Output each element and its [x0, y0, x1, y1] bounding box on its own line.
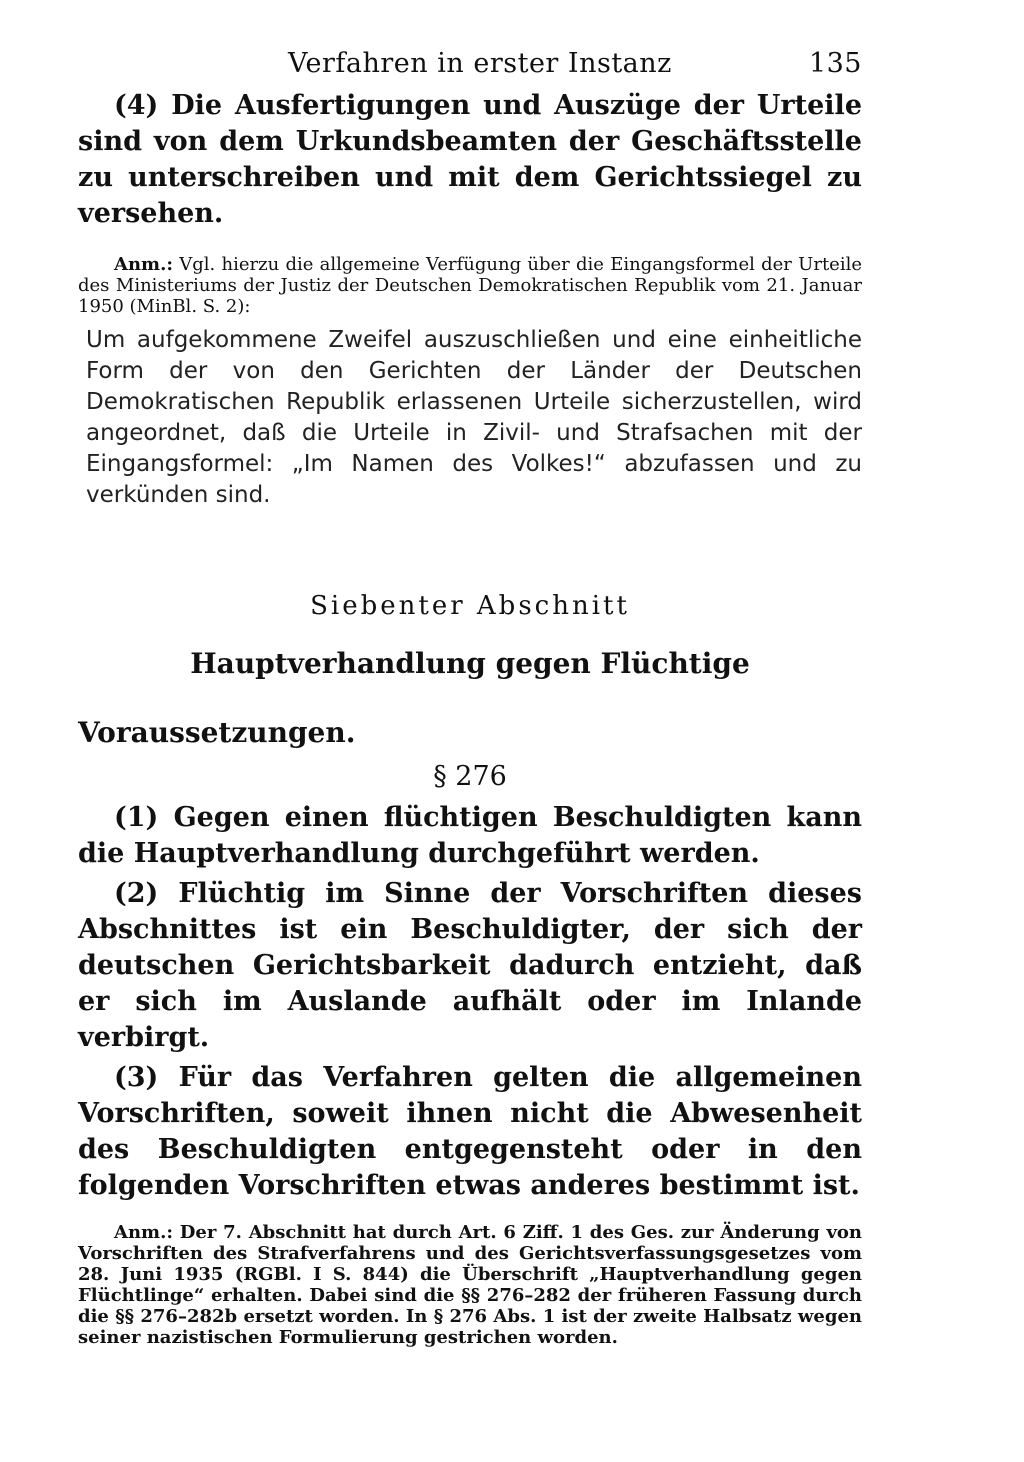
paragraph-number: § 276: [433, 761, 507, 792]
annotation-label: Anm.:: [114, 1222, 174, 1243]
annotation-text: Vgl. hierzu die allgemeine Verfügung über die Eingangsformel der Urteile des Ministeriums der Justiz der Deutschen Demokratischen Republik vom 21. Januar 1950 (MinBl. S. 2):: [78, 254, 862, 317]
clause-1: (1) Gegen einen flüchtigen Beschuldigten kann die Hauptverhandlung durchgeführt werden.: [78, 802, 862, 869]
annotation-2: [78, 1222, 862, 1348]
annotation-1: [78, 254, 862, 317]
page-header: [78, 40, 862, 88]
running-title: Verfahren in erster Instanz: [288, 48, 672, 79]
page-number: 135: [808, 48, 862, 79]
subheading: Voraussetzungen.: [78, 716, 356, 749]
clause-2: (2) Flüchtig im Sinne der Vorschriften dieses Abschnittes ist ein Beschuldigter, der sich der deutschen Gerichtsbarkeit dadurch entzieht, daß er sich im Auslande aufhält oder im Inlande verbirgt.: [78, 878, 862, 1053]
section-number: Siebenter Abschnitt: [310, 591, 630, 621]
document-page: [78, 40, 862, 1348]
annotation-label: Anm.:: [114, 254, 174, 275]
quoted-decree: Um aufgekommene Zweifel auszuschließen und eine einheitliche Form der von den Gerichten der Länder der Deutschen Demokratischen Republik erlassenen Urteile sicherzustellen, wird angeordnet, daß die Urteile in Zivil- und Strafsachen mit der Eingangsformel: „Im Namen des Volkes!“ abzufassen und zu verkünden sind.: [86, 327, 862, 508]
section-title: Hauptverhandlung gegen Flüchtige: [190, 647, 750, 680]
clause-3: (3) Für das Verfahren gelten die allgemeinen Vorschriften, soweit ihnen nicht die Abwesenheit des Beschuldigten entgegensteht oder in den folgenden Vorschriften etwas anderes bestimmt ist.: [78, 1062, 862, 1201]
paragraph-4: (4) Die Ausfertigungen und Auszüge der Urteile sind von dem Urkundsbeamten der Geschäftsstelle zu unterschreiben und mit dem Gerichtssiegel zu versehen.: [78, 90, 862, 229]
annotation-text: Der 7. Abschnitt hat durch Art. 6 Ziff. 1 des Ges. zur Änderung von Vorschriften des Strafverfahrens und des Gerichtsverfassungsgesetzes vom 28. Juni 1935 (RGBl. I S. 844) die Überschrift „Hauptverhandlung gegen Flüchtlinge“ erhalten. Dabei sind die §§ 276–282 der früheren Fassung durch die §§ 276–282b ersetzt worden. In § 276 Abs. 1 ist der zweite Halbsatz wegen seiner nazistischen Formulierung gestrichen worden.: [78, 1222, 862, 1348]
